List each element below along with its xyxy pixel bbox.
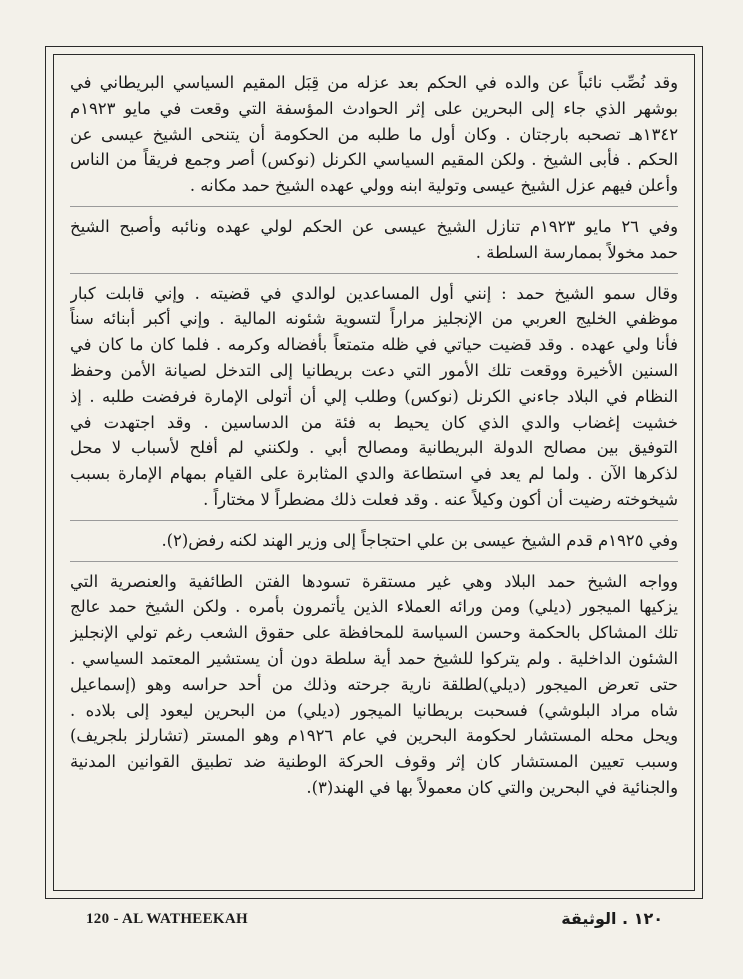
paragraph-3 bbox=[70, 281, 678, 521]
footer-page-label-latin: 120 - AL WATHEEKAH bbox=[86, 911, 248, 927]
paragraph-1 bbox=[70, 70, 678, 207]
text-line: الحكم . فأبى الشيخ . ولكن المقيم السياسي الكرنل (نوكس) أصر وجمع فريقاً من الناس bbox=[70, 150, 678, 170]
text-line: وفي ١٩٢٥م قدم الشيخ عيسى بن علي احتجاجاً إلى وزير الهند لكنه رفض(٢). bbox=[161, 530, 678, 550]
text-line: خشيت إغضاب والدي الذي كان يحيط به فئة من الدساسين . وقد اجتهدت في bbox=[70, 412, 678, 432]
text-line: بوشهر الذي جاء إلى البحرين على إثر الحوادث المؤسفة التي وقعت في مايو ١٩٢٣م bbox=[70, 98, 678, 118]
text-line: وسبب تعيين المستشار كان إثر وقوف الحركة الوطنية ضد تطبيق القوانين المدنية bbox=[70, 752, 678, 772]
text-line: حتى تعرض الميجور (ديلي)لطلقة نارية جرحته وذلك من أحد حراسه وهو (إسماعيل bbox=[70, 674, 678, 694]
article-body bbox=[70, 70, 678, 885]
text-line: شيخوخته رضيت أن أكون وكيلاً عنه . وقد فعلت ذلك مضطراً لا مختاراً . bbox=[203, 489, 678, 509]
text-line: وقال سمو الشيخ حمد : إنني أول المساعدين لوالدي في قضيته . وإني قابلت كبار bbox=[70, 283, 678, 303]
text-line: التوفيق بين مصالح الدولة البريطانية ومصالح أبي . ولكنني لم أفلح لأسباب لا محل bbox=[70, 438, 678, 458]
text-line: الشئون الداخلية . ولم يتركوا للشيخ حمد أية سلطة دون أن يستشير المعتمد السياسي . bbox=[70, 648, 678, 668]
text-line: والجنائية في البحرين والتي كان معمولاً بها في الهند(٣). bbox=[306, 777, 678, 797]
paragraph-5 bbox=[70, 569, 678, 808]
text-line: موظفي الخليج العربي من الإنجليز مراراً لتسوية شئونه المالية . وإني أكبر أبنائه سناً bbox=[70, 309, 678, 329]
text-line: وفي ٢٦ مايو ١٩٢٣م تنازل الشيخ عيسى عن الحكم لولي عهده ونائبه وأصبح الشيخ bbox=[70, 216, 678, 236]
text-line: وقد نُصِّب نائباً عن والده في الحكم بعد عزله من قِبَل المقيم السياسي البريطاني في bbox=[70, 73, 678, 92]
paragraph-2 bbox=[70, 214, 678, 274]
text-line: النظام في البلاد جاءني الكرنل (نوكس) وطلب إلي أن أتولى الإمارة فرفضت طلبه . إذ bbox=[70, 386, 678, 406]
text-line: شاه مراد البلوشي) فسحبت بريطانيا الميجور (ديلي) من البحرين ليعود إلى بلاده . bbox=[70, 700, 678, 720]
text-line: يزكيها الميجور (ديلي) ومن ورائه العملاء الذين يأتمرون بأمره . ولكن الشيخ حمد عالج bbox=[70, 597, 678, 617]
text-line: السنين الأخيرة ووقعت تلك الأمور التي دعت بريطانيا إلى التدخل لصيانة الأمن وحفظ bbox=[70, 360, 678, 380]
text-line: حمد مخولاً بممارسة السلطة . bbox=[475, 242, 678, 262]
text-line: تلك المشاكل بالحكمة وحسن السياسة للمحافظة على حقوق الشعب رغم تولي الإنجليز bbox=[70, 623, 678, 643]
footer-page-label-arabic: ١٢٠ . الوثيقة bbox=[561, 909, 663, 928]
text-line: ويحل محله المستشار لحكومة البحرين في عام ١٩٢٦م وهو المستر (تشارلز بلجريف) bbox=[70, 726, 678, 746]
text-line: فأنا ولي عهده . وقد قضيت حياتي في ظله متمتعاً بأفضاله وكرمه . فلما كان ما كان في bbox=[70, 335, 678, 355]
text-line: ١٣٤٢هـ تصحبه بارجتان . وكان أول ما طلبه من الحكومة أن يتنحى الشيخ عيسى عن bbox=[70, 124, 678, 144]
text-line: لذكرها الآن . ولما لم يعد في استطاعة والدي المثابرة على القيام بمهام الإمارة بسبب bbox=[70, 464, 678, 484]
page-footer bbox=[0, 907, 743, 937]
text-line: وأعلن فيهم عزل الشيخ عيسى وتولية ابنه وولي عهده الشيخ حمد مكانه . bbox=[189, 176, 678, 196]
paragraph-4 bbox=[70, 528, 678, 562]
text-line: وواجه الشيخ حمد البلاد وهي غير مستقرة تسودها الفتن الطائفية والعنصرية التي bbox=[70, 571, 678, 591]
